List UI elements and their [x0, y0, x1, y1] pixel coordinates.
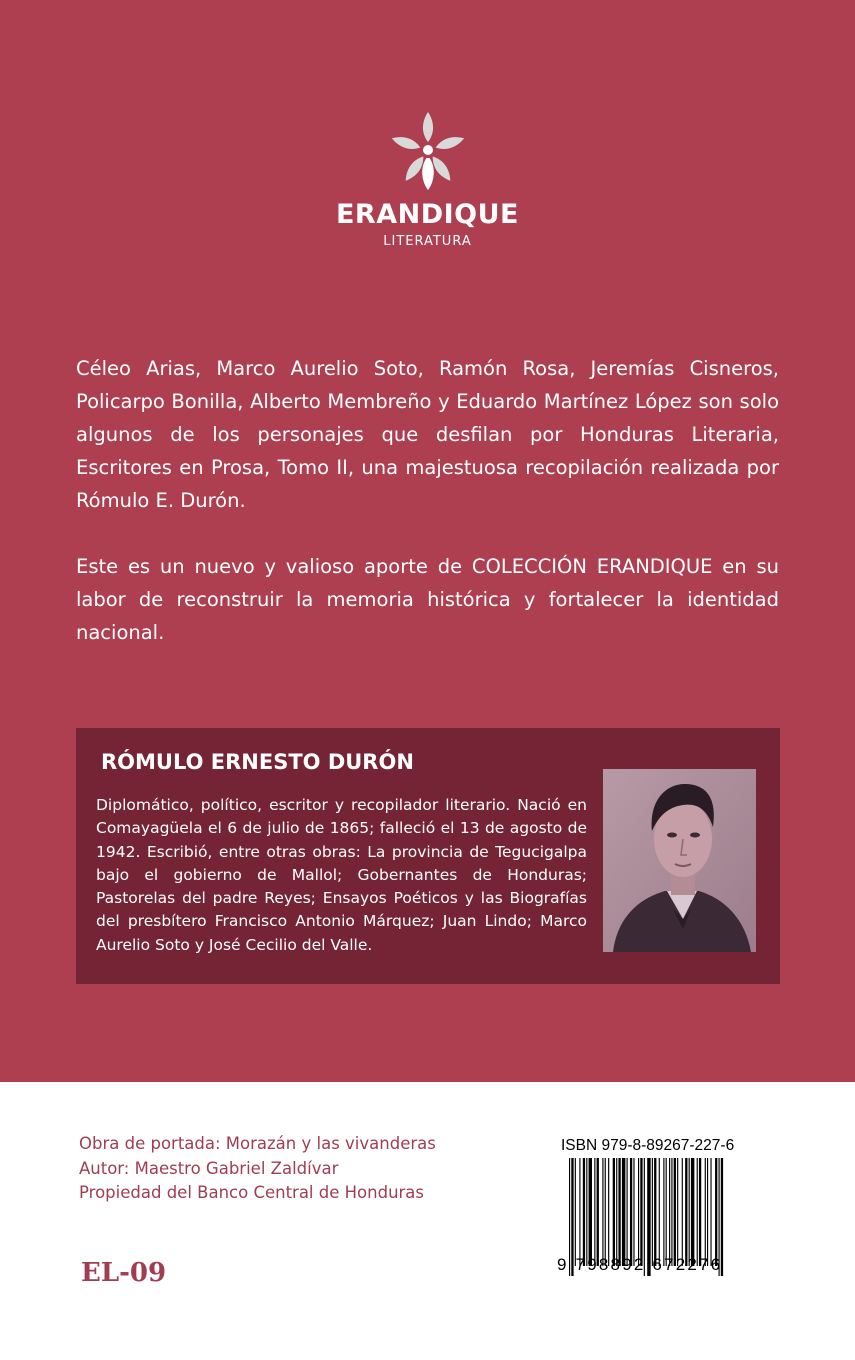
flower-icon: [388, 110, 468, 190]
barcode-bar: [586, 1158, 587, 1266]
barcode-bar: [618, 1158, 620, 1266]
barcode-bar: [697, 1158, 698, 1266]
barcode-bar: [638, 1158, 639, 1266]
barcode-bar: [652, 1158, 653, 1266]
blurb-paragraph-1: Céleo Arias, Marco Aurelio Soto, Ramón Rosa, Jeremías Cisneros, Policarpo Bonilla, Alberto Membreño y Eduardo Martínez López son solo algunos de los personajes que desfilan por Honduras Literaria, Escritores en Prosa, Tomo II, una majestuosa recopilación realizada por Rómulo E. Durón.: [76, 357, 779, 512]
barcode-bar: [608, 1158, 609, 1266]
barcode-bar: [622, 1158, 625, 1266]
barcode-bar: [640, 1158, 642, 1266]
barcode-bar: [575, 1158, 576, 1266]
barcode-bar: [630, 1158, 632, 1266]
publisher-subtitle: LITERATURA: [383, 234, 472, 249]
barcode-bar: [671, 1158, 672, 1266]
artist-credit: Autor: Maestro Gabriel Zaldívar: [79, 1158, 339, 1178]
barcode-bar: [691, 1158, 694, 1266]
barcode-bar: [699, 1158, 701, 1266]
barcode-bar: [602, 1158, 603, 1266]
barcode-bar: [605, 1158, 606, 1266]
series-code: EL-09: [81, 1258, 167, 1288]
publisher-logo: [0, 110, 855, 250]
barcode-bar: [589, 1158, 592, 1266]
barcode-bar: [669, 1158, 670, 1266]
barcode-bar: [682, 1158, 683, 1266]
barcode-bar: [685, 1158, 687, 1266]
barcode-bar: [666, 1158, 667, 1266]
barcode-bar: [616, 1158, 617, 1266]
barcode-bar: [715, 1158, 717, 1266]
barcode-bar: [597, 1158, 599, 1266]
cover-credits: [79, 1132, 436, 1206]
author-name: RÓMULO ERNESTO DURÓN: [101, 750, 414, 774]
barcode-bar: [705, 1158, 706, 1266]
cover-art-credit: Obra de portada: Morazán y las vivanderas: [79, 1134, 436, 1153]
isbn-label: ISBN 979-8-89267-227-6: [561, 1137, 735, 1154]
barcode-bar: [674, 1158, 676, 1266]
barcode-bar: [659, 1158, 660, 1266]
author-portrait: [603, 769, 756, 952]
barcode-bar: [633, 1158, 634, 1266]
barcode-bar: [677, 1158, 678, 1266]
barcode-bar: [707, 1158, 708, 1266]
barcode-bar: [689, 1158, 690, 1266]
author-bio-text: Diplomático, político, escritor y recopilador literario. Nació en Comayagüela el 6 de julio de 1865; falleció el 13 de agosto de 1942. Escribió, entre otras obras: La provincia de Tegucigalpa bajo el gobierno de Mallol; Gobernantes de Honduras; Pastorelas del padre Reyes; Ensayos Poéticos y las Biografías del presbítero Francisco Antonio Márquez; Juan Lindo; Marco Aurelio Soto y José Cecilio del Valle.: [96, 796, 587, 954]
barcode-bar: [594, 1158, 595, 1266]
barcode-bar: [583, 1158, 585, 1266]
isbn-barcode: [557, 1136, 737, 1284]
blurb-paragraph-2: Este es un nuevo y valioso aporte de COLECCIÓN ERANDIQUE en su labor de reconstruir la memoria histórica y fortalecer la identidad nacional.: [76, 555, 779, 644]
publisher-name: ERANDIQUE: [335, 199, 519, 230]
barcode-bar: [710, 1158, 711, 1266]
barcode-bar: [627, 1158, 628, 1266]
owner-credit: Propiedad del Banco Central de Honduras: [79, 1183, 425, 1202]
barcode-bar: [663, 1158, 664, 1266]
author-bio-box: [76, 728, 780, 984]
barcode-digits: 9 798892 672276: [557, 1255, 723, 1274]
barcode-bar: [613, 1158, 615, 1266]
barcode-bar: [654, 1158, 656, 1266]
barcode-bar: [579, 1158, 580, 1266]
